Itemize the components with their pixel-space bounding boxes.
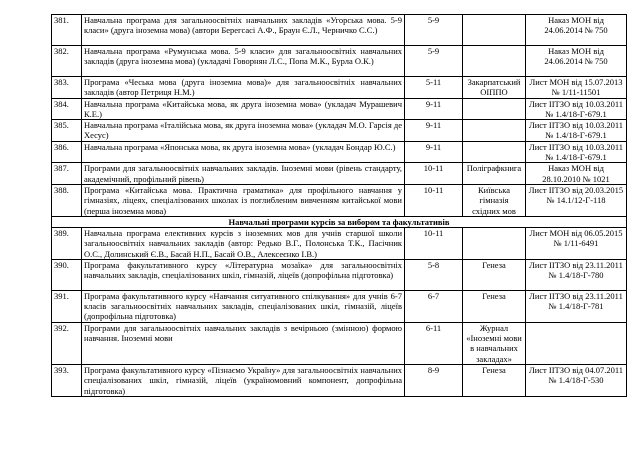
approval-reference: Наказ МОН від 24.06.2014 № 750 bbox=[526, 46, 627, 77]
publisher bbox=[463, 120, 526, 142]
publisher: Київська гімназія східних мов bbox=[463, 184, 526, 216]
row-number: 384. bbox=[52, 98, 82, 120]
publisher: Генеза bbox=[463, 364, 526, 396]
table-row bbox=[52, 322, 627, 364]
approval-reference: Наказ МОН від 24.06.2014 № 750 bbox=[526, 15, 627, 46]
program-name: Програма факультативного курсу «Літературна мозаїка» для загальноосвітніх навчальних закладів, спеціалізованих шкіл, гімназій, ліцеїв (допрофільна підготовка) bbox=[82, 259, 405, 290]
approval-reference: Лист ІІТЗО від 23.11.2011 № 1.4/18-Г-781 bbox=[526, 290, 627, 322]
table-row bbox=[52, 364, 627, 396]
program-name: Навчальна програма елективних курсів з іноземних мов для учнів старшої школи загальноосвітніх навчальних закладів (автор: Редько В.Г., Полонська Т.К., Пасічник О.С., Долинський Є.В., Басай Н.П., Басай О.В., Алексеєнко І.В.) bbox=[82, 227, 405, 259]
table-row bbox=[52, 120, 627, 142]
publisher: Закарпатський ОІППО bbox=[463, 77, 526, 99]
approval-reference: Лист ІІТЗО від 10.03.2011 № 1.4/18-Г-679.1 bbox=[526, 120, 627, 142]
table-row bbox=[52, 98, 627, 120]
grade-range: 9-11 bbox=[405, 120, 463, 142]
program-name: Програма «Чеська мова (друга іноземна мова)» для загальноосвітніх навчальних закладів (автор Петриця Н.М.) bbox=[82, 77, 405, 99]
approval-reference: Лист МОН від 06.05.2015 № 1/11-6491 bbox=[526, 227, 627, 259]
program-name: Програма факультативного курсу «Навчання ситуативного спілкування» для учнів 6-7 класів загальноосвітніх навчальних закладів, спеціалізованих шкіл, гімназій, ліцеїв (допрофільна підготовка) bbox=[82, 290, 405, 322]
section-heading: Навчальні програми курсів за вибором та факультативів bbox=[52, 216, 627, 227]
publisher: Поліграфкнига bbox=[463, 163, 526, 185]
grade-range: 10-11 bbox=[405, 163, 463, 185]
row-number: 382. bbox=[52, 46, 82, 77]
program-name: Програми для загальноосвітніх навчальних закладів. Іноземні мови (рівень стандарту, академічний, профільний рівень) bbox=[82, 163, 405, 185]
table-body-section-heading bbox=[52, 216, 627, 227]
approval-reference: Лист ІІТЗО від 04.07.2011 № 1.4/18-Г-530 bbox=[526, 364, 627, 396]
approval-reference bbox=[526, 322, 627, 364]
row-number: 386. bbox=[52, 141, 82, 163]
table-row bbox=[52, 15, 627, 46]
publisher: Журнал «Іноземні мови в навчальних закладах» bbox=[463, 322, 526, 364]
programs-table bbox=[51, 14, 627, 397]
table-row bbox=[52, 290, 627, 322]
grade-range: 10-11 bbox=[405, 227, 463, 259]
row-number: 393. bbox=[52, 364, 82, 396]
table-row bbox=[52, 184, 627, 216]
program-name: Навчальна програма «Японська мова, як друга іноземна мова» (укладач Бондар Ю.С.) bbox=[82, 141, 405, 163]
table-body-electives bbox=[52, 227, 627, 396]
publisher bbox=[463, 227, 526, 259]
row-number: 390. bbox=[52, 259, 82, 290]
grade-range: 5-11 bbox=[405, 77, 463, 99]
grade-range: 5-9 bbox=[405, 46, 463, 77]
approval-reference: Наказ МОН від 28.10.2010 № 1021 bbox=[526, 163, 627, 185]
row-number: 388. bbox=[52, 184, 82, 216]
publisher bbox=[463, 15, 526, 46]
publisher bbox=[463, 141, 526, 163]
publisher bbox=[463, 46, 526, 77]
program-name: Навчальна програма «Румунська мова. 5-9 класи» для загальноосвітніх навчальних закладів (друга іноземна мова) (укладачі Говорнян Л.С., Попа М.К., Бурла О.К.) bbox=[82, 46, 405, 77]
approval-reference: Лист ІІТЗО від 20.03.2015 № 14.1/12-Г-118 bbox=[526, 184, 627, 216]
table-row bbox=[52, 163, 627, 185]
grade-range: 8-9 bbox=[405, 364, 463, 396]
table-row bbox=[52, 259, 627, 290]
publisher bbox=[463, 98, 526, 120]
publisher: Генеза bbox=[463, 259, 526, 290]
row-number: 392. bbox=[52, 322, 82, 364]
row-number: 391. bbox=[52, 290, 82, 322]
grade-range: 10-11 bbox=[405, 184, 463, 216]
program-name: Програма «Китайська мова. Практична граматика» для профільного навчання у гімназіях, ліцеях, спеціалізованих школах із поглибленим вивченням китайської мови (перша іноземна мова) bbox=[82, 184, 405, 216]
program-name: Навчальна програма для загальноосвітніх навчальних закладів «Угорська мова. 5-9 класи» (друга іноземна мова) (автори Берегсасі А.Ф., Браун Є.Л., Черничко С.С.) bbox=[82, 15, 405, 46]
row-number: 381. bbox=[52, 15, 82, 46]
program-name: Програми для загальноосвітніх навчальних закладів з вечірньою (змінною) формою навчання. Іноземні мови bbox=[82, 322, 405, 364]
approval-reference: Лист ІІТЗО від 23.11.2011 № 1.4/18-Г-780 bbox=[526, 259, 627, 290]
program-name: Навчальна програма «Китайська мова, як друга іноземна мова» (укладач Мурашевич К.Е.) bbox=[82, 98, 405, 120]
table-row bbox=[52, 46, 627, 77]
grade-range: 9-11 bbox=[405, 98, 463, 120]
approval-reference: Лист МОН від 15.07.2013 № 1/11-11501 bbox=[526, 77, 627, 99]
approval-reference: Лист ІІТЗО від 10.03.2011 № 1.4/18-Г-679.1 bbox=[526, 98, 627, 120]
grade-range: 6-11 bbox=[405, 322, 463, 364]
grade-range: 9-11 bbox=[405, 141, 463, 163]
table-row bbox=[52, 141, 627, 163]
grade-range: 5-9 bbox=[405, 15, 463, 46]
grade-range: 5-8 bbox=[405, 259, 463, 290]
table-body-foreign-languages bbox=[52, 15, 627, 217]
row-number: 387. bbox=[52, 163, 82, 185]
program-name: Програма факультативного курсу «Пізнаємо Україну» для загальноосвітніх навчальних спеціалізованих шкіл, гімназій, ліцеїв (україномовний компонент, допрофільна підготовка) bbox=[82, 364, 405, 396]
section-heading-row bbox=[52, 216, 627, 227]
table-row bbox=[52, 77, 627, 99]
table-row bbox=[52, 227, 627, 259]
row-number: 385. bbox=[52, 120, 82, 142]
approval-reference: Лист ІІТЗО від 10.03.2011 № 1.4/18-Г-679.1 bbox=[526, 141, 627, 163]
publisher: Генеза bbox=[463, 290, 526, 322]
row-number: 383. bbox=[52, 77, 82, 99]
grade-range: 6-7 bbox=[405, 290, 463, 322]
row-number: 389. bbox=[52, 227, 82, 259]
program-name: Навчальна програма «Італійська мова, як друга іноземна мова» (укладач М.О. Гарсія де Хесус) bbox=[82, 120, 405, 142]
